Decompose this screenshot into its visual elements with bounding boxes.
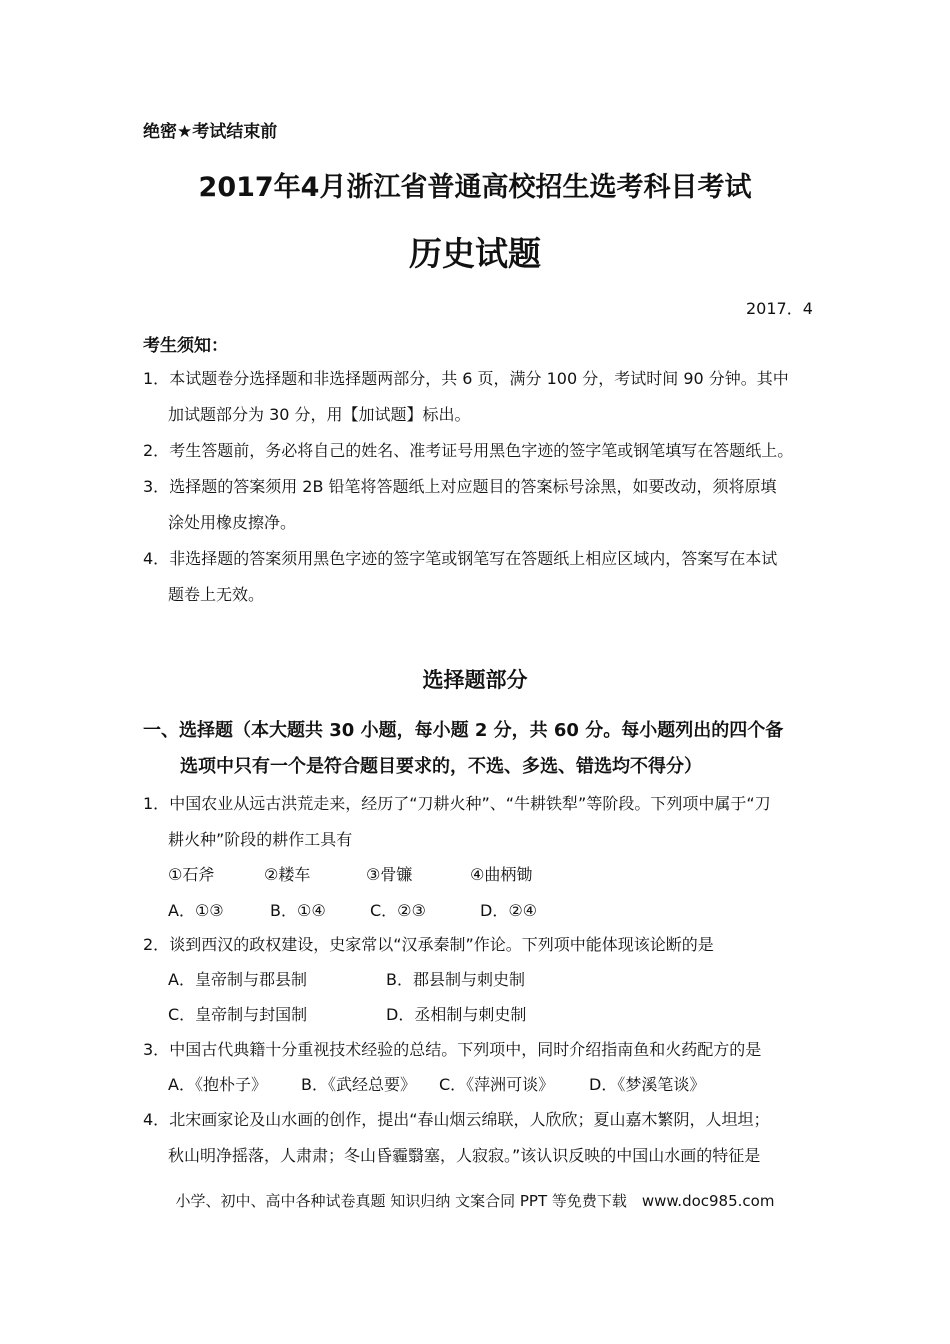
- option-d: D．丞相制与刺史制: [386, 1005, 527, 1024]
- notice-item-3: 3．选择题的答案须用 2B 铅笔将答题纸上对应题目的答案标号涂黑，如要改动，须将原填: [143, 477, 777, 496]
- question-3: 3．中国古代典籍十分重视技术经验的总结。下列项中，同时介绍指南鱼和火药配方的是: [143, 1040, 762, 1059]
- option-c: C．《萍洲可谈》: [439, 1075, 555, 1094]
- question-3-options: [168, 1072, 705, 1095]
- subject-title: 历史试题: [409, 234, 541, 273]
- list-item: ④曲柄锄: [470, 865, 533, 884]
- notice-item-1-cont: 加试题部分为 30 分，用【加试题】标出。: [168, 405, 471, 424]
- notice-item-1: 1．本试题卷分选择题和非选择题两部分，共 6 页，满分 100 分，考试时间 90 分钟。其中: [143, 369, 789, 388]
- question-1-items: [168, 862, 532, 885]
- question-2: 2．谈到西汉的政权建设，史家常以“汉承秦制”作论。下列项中能体现该论断的是: [143, 935, 714, 954]
- option-d: D．《梦溪笔谈》: [589, 1075, 706, 1094]
- notice-item-4-cont: 题卷上无效。: [168, 585, 265, 604]
- option-b: B．《武经总要》: [301, 1075, 416, 1094]
- option-c: C．②③: [370, 901, 426, 920]
- question-4-cont: 秋山明净摇落，人肃肃；冬山昏霾翳塞，人寂寂。”该认识反映的中国山水画的特征是: [168, 1146, 761, 1165]
- section-title: 选择题部分: [422, 668, 528, 692]
- notice-item-4: 4．非选择题的答案须用黑色字迹的签字笔或钢笔写在答题纸上相应区域内，答案写在本试: [143, 549, 778, 568]
- option-b: B．①④: [270, 901, 326, 920]
- question-2-options-row2: [168, 1002, 526, 1025]
- option-a: A．皇帝制与郡县制: [168, 970, 307, 989]
- exam-date: 2017．4: [746, 299, 813, 318]
- question-1-cont: 耕火种”阶段的耕作工具有: [168, 830, 353, 849]
- question-1: 1．中国农业从远古洪荒走来，经历了“刀耕火种”、“牛耕铁犁”等阶段。下列项中属于“刀: [143, 794, 771, 813]
- list-item: ①石斧: [168, 865, 215, 884]
- section-heading-cont: 选项中只有一个是符合题目要求的，不选、多选、错选均不得分）: [180, 756, 702, 777]
- question-1-options: [168, 898, 537, 921]
- question-2-options-row1: [168, 967, 525, 990]
- notice-item-3-cont: 涂处用橡皮擦净。: [168, 513, 297, 532]
- option-c: C．皇帝制与封国制: [168, 1005, 308, 1024]
- option-d: D．②④: [480, 901, 538, 920]
- notice-item-2: 2．考生答题前，务必将自己的姓名、准考证号用黑色字迹的签字笔或钢笔填写在答题纸上。: [143, 441, 794, 460]
- option-a: A．《抱朴子》: [168, 1075, 267, 1094]
- list-item: ③骨镰: [366, 865, 413, 884]
- option-a: A．①③: [168, 901, 224, 920]
- section-heading: 一、选择题（本大题共 30 小题，每小题 2 分，共 60 分。每小题列出的四个备: [143, 720, 784, 741]
- option-b: B．郡县制与刺史制: [386, 970, 525, 989]
- notice-heading: 考生须知：: [143, 336, 228, 356]
- secrecy-label: 绝密★考试结束前: [143, 122, 278, 142]
- footer-text: 小学、初中、高中各种试卷真题 知识归纳 文案合同 PPT 等免费下载 www.doc985.com: [175, 1192, 775, 1210]
- question-4: 4．北宋画家论及山水画的创作，提出“春山烟云绵联，人欣欣；夏山嘉木繁阴，人坦坦；: [143, 1110, 770, 1129]
- exam-title: 2017年4月浙江省普通高校招生选考科目考试: [198, 172, 752, 203]
- list-item: ②耧车: [264, 865, 311, 884]
